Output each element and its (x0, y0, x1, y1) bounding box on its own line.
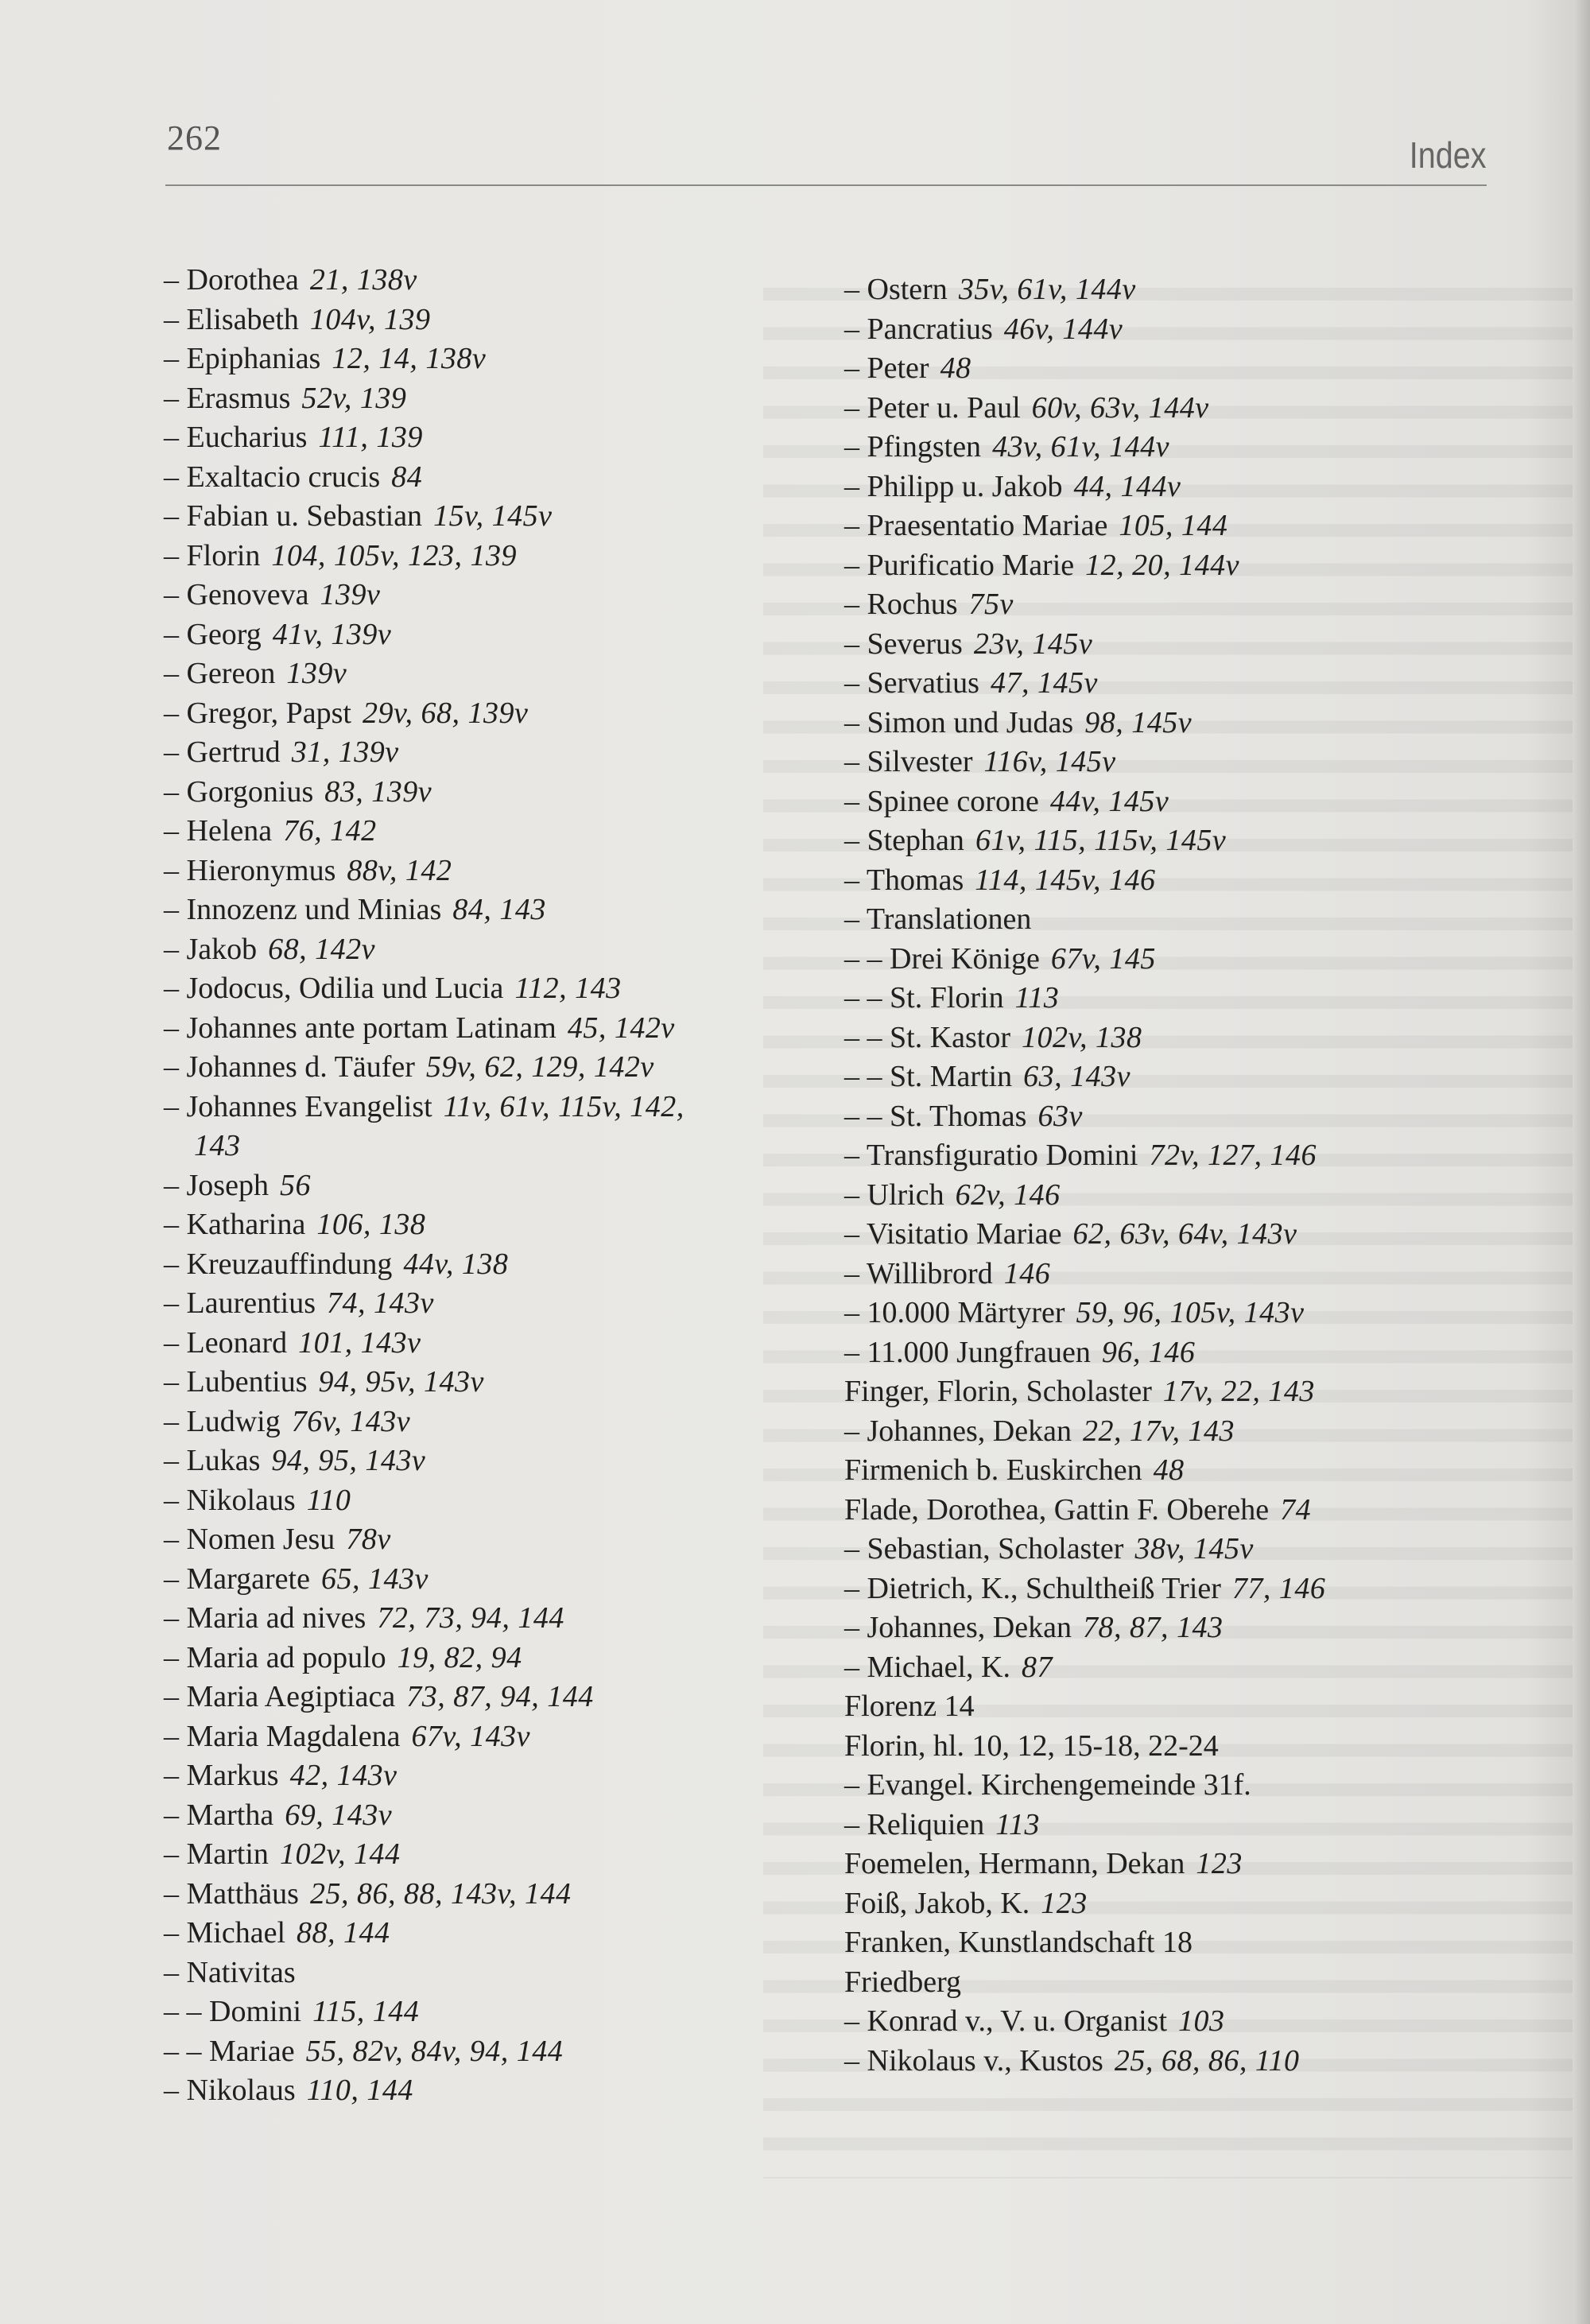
index-entry (844, 1766, 1496, 1806)
index-entry (164, 1363, 824, 1403)
entry-page-refs: 139v (286, 657, 347, 690)
entry-label: – Visitatio Mariae (844, 1217, 1062, 1251)
entry-label: – Silvester (844, 745, 973, 778)
entry-label: – Pancratius (844, 312, 993, 346)
index-entry (164, 1205, 824, 1245)
entry-page-refs: 67v, 145 (1050, 941, 1156, 976)
entry-page-refs: 111, 139 (318, 421, 423, 454)
entry-label: – Lubentius (164, 1365, 308, 1399)
index-entry (844, 1451, 1496, 1491)
index-entry (164, 576, 824, 615)
index-entry (844, 1294, 1496, 1333)
entry-label: – Matthäus (164, 1876, 299, 1911)
index-entry (164, 654, 824, 694)
entry-label: – Johannes, Dekan (844, 1611, 1072, 1644)
entry-label: – Purificatio Marie (844, 548, 1075, 582)
entry-page-refs: 25, 68, 86, 110 (1114, 2043, 1300, 2078)
index-entry (164, 969, 824, 1009)
index-entry (844, 625, 1496, 665)
index-entry (164, 2071, 824, 2111)
entry-label: – Laurentius (164, 1286, 316, 1320)
index-entry (844, 2042, 1496, 2082)
index-entry (164, 1403, 824, 1442)
index-entry (164, 1835, 824, 1875)
index-entry (164, 379, 824, 419)
index-entry (844, 1963, 1496, 2003)
entry-page-refs: 69, 143v (285, 1798, 393, 1832)
entry-label: – – St. Thomas (844, 1099, 1027, 1133)
index-entry (844, 506, 1496, 546)
entry-label: Franken, Kunstlandschaft 18 (844, 1926, 1192, 1959)
entry-page-refs: 35v, 61v, 144v (958, 273, 1136, 306)
entry-page-refs: 44, 144v (1073, 469, 1181, 503)
index-entry (164, 1796, 824, 1836)
page-spine-shadow (1573, 0, 1590, 2324)
index-entry (164, 1324, 824, 1364)
index-entry (844, 1097, 1496, 1137)
index-entry (844, 1687, 1496, 1727)
entry-label: Florin, hl. 10, 12, 15-18, 22-24 (844, 1728, 1219, 1763)
entry-page-refs: 106, 138 (316, 1208, 426, 1241)
entry-page-refs-continued: 143 (194, 1129, 241, 1162)
index-entry (164, 694, 824, 734)
entry-page-refs: 44v, 145v (1049, 784, 1169, 818)
entry-label: – Elisabeth (164, 302, 299, 336)
index-entry (844, 546, 1496, 586)
entry-label: – Gregor, Papst (164, 696, 351, 730)
entry-label: – Peter (844, 351, 929, 385)
entry-label: – Gorgonius (164, 774, 314, 809)
entry-page-refs: 63, 143v (1023, 1060, 1130, 1093)
index-entry (164, 1520, 824, 1560)
entry-page-refs: 12, 14, 138v (332, 342, 487, 375)
entry-page-refs: 19, 82, 94 (397, 1640, 522, 1674)
entry-label: – Michael (164, 1916, 286, 1950)
entry-page-refs: 47, 145v (990, 666, 1098, 700)
index-column-left (164, 261, 824, 2111)
index-entry (164, 301, 824, 340)
entry-label: Flade, Dorothea, Gattin F. Oberehe (844, 1492, 1270, 1527)
entry-label: – Simon und Judas (844, 705, 1074, 739)
entry-label: – Dietrich, K., Schultheiß Trier (844, 1571, 1221, 1605)
index-entry (164, 1245, 824, 1285)
entry-label: – Michael, K. (844, 1650, 1010, 1684)
entry-label: – Georg (164, 617, 262, 651)
entry-label: – Jodocus, Odilia und Lucia (164, 972, 504, 1005)
entry-page-refs: 44v, 138 (403, 1247, 509, 1281)
entry-page-refs: 146 (1003, 1256, 1051, 1290)
index-entry (844, 1057, 1496, 1097)
entry-label: – Gertrud (164, 735, 281, 769)
entry-page-refs: 88, 144 (297, 1916, 390, 1950)
index-entry (164, 773, 824, 813)
entry-page-refs: 62v, 146 (955, 1178, 1061, 1212)
entry-page-refs: 17v, 22, 143 (1162, 1375, 1315, 1408)
entry-label: – Maria ad nives (164, 1601, 366, 1635)
index-entry (164, 812, 824, 852)
entry-page-refs: 75v (968, 588, 1014, 621)
index-entry (164, 1639, 824, 1678)
index-entry (164, 1166, 824, 1206)
entry-page-refs: 96, 146 (1101, 1335, 1196, 1369)
entry-label: – – St. Kastor (844, 1020, 1010, 1054)
entry-label: – Johannes Evangelist (164, 1089, 432, 1123)
index-entry (164, 418, 824, 458)
entry-label: – Joseph (164, 1168, 269, 1202)
entry-label: – Hieronymus (164, 853, 336, 887)
entry-label: – Jakob (164, 932, 258, 966)
entry-label: – Maria Magdalena (164, 1719, 401, 1753)
index-entry (844, 2002, 1496, 2042)
entry-label: – – Drei Könige (844, 941, 1040, 976)
index-entry (844, 1727, 1496, 1767)
index-entry (844, 1806, 1496, 1845)
entry-page-refs: 21, 138v (309, 263, 417, 297)
index-entry (844, 1923, 1496, 1963)
index-entry (164, 1678, 824, 1717)
entry-page-refs: 72v, 127, 146 (1149, 1139, 1317, 1172)
entry-label: – 11.000 Jungfrauen (844, 1335, 1091, 1369)
index-entry (844, 1648, 1496, 1688)
entry-label: – Peter u. Paul (844, 390, 1021, 425)
index-entry (844, 428, 1496, 468)
index-entry (164, 1953, 824, 1993)
entry-label: Foemelen, Hermann, Dekan (844, 1847, 1185, 1880)
entry-label: – Johannes ante portam Latinam (164, 1011, 556, 1045)
entry-label: Florenz 14 (844, 1690, 975, 1723)
entry-page-refs: 114, 145v, 146 (975, 863, 1156, 897)
entry-page-refs: 123 (1041, 1886, 1088, 1920)
index-entry (164, 1992, 824, 2032)
index-entry (844, 1884, 1496, 1924)
entry-label: – Spinee corone (844, 784, 1039, 818)
entry-label: – Translationen (844, 902, 1032, 936)
entry-page-refs: 59, 96, 105v, 143v (1076, 1296, 1305, 1329)
entry-label: – Genoveva (164, 578, 309, 611)
entry-page-refs: 139v (320, 578, 381, 611)
entry-label: – Gereon (164, 657, 276, 690)
index-entry (844, 1569, 1496, 1609)
entry-label: Finger, Florin, Scholaster (844, 1375, 1152, 1408)
entry-page-refs: 123 (1196, 1847, 1243, 1880)
entry-label: – Johannes, Dekan (844, 1414, 1072, 1448)
entry-label: – Severus (844, 627, 963, 661)
index-entry (844, 1018, 1496, 1058)
index-entry (844, 940, 1496, 980)
entry-page-refs: 11v, 61v, 115v, 142, (443, 1089, 684, 1123)
index-entry (164, 930, 824, 970)
entry-page-refs: 94, 95v, 143v (318, 1365, 484, 1399)
entry-page-refs: 62, 63v, 64v, 143v (1072, 1217, 1297, 1251)
entry-label: – Nikolaus (164, 2074, 296, 2107)
entry-label: – 10.000 Märtyrer (844, 1296, 1065, 1329)
entry-page-refs: 25, 86, 88, 143v, 144 (309, 1876, 572, 1911)
entry-label: – Praesentatio Mariae (844, 509, 1108, 542)
index-entry (164, 852, 824, 891)
index-entry (844, 1176, 1496, 1216)
index-entry (844, 310, 1496, 350)
index-entry (844, 1333, 1496, 1373)
entry-label: – Helena (164, 814, 273, 848)
entry-label: – Nikolaus (164, 1483, 296, 1517)
index-entry (844, 1608, 1496, 1648)
index-entry (164, 1088, 824, 1127)
entry-label: – Ulrich (844, 1178, 944, 1212)
index-entry (844, 1255, 1496, 1294)
entry-label: Firmenich b. Euskirchen (844, 1453, 1142, 1487)
index-entry (164, 2032, 824, 2072)
entry-page-refs: 78v (346, 1523, 391, 1556)
index-entry (164, 1009, 824, 1049)
entry-page-refs: 76, 142 (283, 814, 377, 848)
index-entry (844, 782, 1496, 822)
entry-page-refs: 48 (940, 351, 971, 385)
entry-page-refs: 113 (995, 1807, 1040, 1841)
entry-page-refs: 83, 139v (324, 774, 432, 809)
entry-label: – Leonard (164, 1325, 288, 1360)
entry-label: – Reliquien (844, 1807, 985, 1841)
entry-page-refs: 113 (1014, 981, 1060, 1015)
entry-page-refs: 102v, 144 (279, 1837, 401, 1871)
entry-page-refs: 76v, 143v (291, 1404, 411, 1438)
entry-page-refs: 55, 82v, 84v, 94, 144 (305, 2034, 564, 2068)
entry-page-refs: 103 (1178, 2004, 1225, 2038)
entry-label: – Nativitas (164, 1955, 296, 1989)
entry-page-refs: 15v, 145v (433, 499, 553, 533)
entry-page-refs: 112, 143 (514, 972, 622, 1005)
entry-page-refs: 38v, 145v (1134, 1532, 1254, 1565)
entry-label: – Konrad v., V. u. Organist (844, 2004, 1168, 2038)
entry-page-refs: 56 (279, 1168, 311, 1202)
entry-label: – – St. Florin (844, 981, 1004, 1015)
index-entry (164, 339, 824, 379)
entry-label: – Martin (164, 1837, 269, 1871)
entry-label: – Eucharius (164, 421, 308, 454)
index-entry (164, 458, 824, 498)
entry-label: – – Domini (164, 1995, 302, 2028)
entry-page-refs: 73, 87, 94, 144 (406, 1680, 594, 1713)
index-entry (164, 1756, 824, 1796)
index-entry (164, 1560, 824, 1600)
entry-page-refs: 48 (1153, 1453, 1185, 1487)
index-column-right (844, 270, 1496, 2081)
index-entry (164, 890, 824, 930)
entry-page-refs: 43v, 61v, 144v (992, 430, 1170, 464)
entry-page-refs: 12, 20, 144v (1085, 548, 1240, 582)
index-entry (844, 900, 1496, 940)
entry-page-refs: 98, 145v (1084, 705, 1192, 739)
entry-label: – Evangel. Kirchengemeinde 31f. (844, 1768, 1251, 1802)
index-entry (844, 1412, 1496, 1452)
entry-label: – Ludwig (164, 1404, 281, 1438)
index-entry (844, 743, 1496, 782)
entry-page-refs: 102v, 138 (1022, 1020, 1142, 1054)
entry-label: – Florin (164, 538, 261, 572)
index-entry (844, 1136, 1496, 1176)
entry-page-refs: 77, 146 (1231, 1571, 1326, 1605)
entry-label: – Willibrord (844, 1256, 993, 1290)
entry-page-refs: 41v, 139v (272, 617, 392, 651)
header-rule (165, 184, 1487, 186)
entry-label: – Lukas (164, 1444, 261, 1477)
entry-label: – Innozenz und Minias (164, 893, 442, 926)
index-entry (844, 704, 1496, 743)
entry-label: – Transfiguratio Domini (844, 1139, 1138, 1172)
entry-label: – Servatius (844, 666, 979, 700)
entry-page-refs: 42, 143v (289, 1759, 398, 1792)
index-entry (844, 1372, 1496, 1412)
entry-label: – Martha (164, 1798, 274, 1832)
entry-page-refs: 105, 144 (1119, 509, 1228, 542)
index-entry (164, 1481, 824, 1521)
entry-page-refs: 104v, 139 (309, 302, 431, 336)
entry-label: – Rochus (844, 588, 958, 621)
entry-label: – Thomas (844, 863, 964, 897)
entry-page-refs: 84 (391, 460, 423, 494)
entry-label: – Maria Aegiptiaca (164, 1680, 396, 1713)
index-entry (844, 349, 1496, 389)
entry-page-refs: 110, 144 (306, 2074, 413, 2107)
index-entry (164, 1875, 824, 1915)
entry-page-refs: 78, 87, 143 (1082, 1611, 1224, 1644)
index-entry (844, 585, 1496, 625)
entry-label: – Nomen Jesu (164, 1523, 335, 1556)
entry-page-refs: 45, 142v (567, 1011, 675, 1045)
entry-label: – Nikolaus v., Kustos (844, 2043, 1103, 2078)
entry-label: Friedberg (844, 1965, 962, 1999)
entry-label: – Sebastian, Scholaster (844, 1532, 1124, 1565)
entry-label: – Stephan (844, 824, 964, 857)
entry-label: – Johannes d. Täufer (164, 1050, 415, 1084)
section-title: Index (1410, 134, 1487, 176)
entry-label: – Fabian u. Sebastian (164, 499, 423, 533)
index-entry (164, 497, 824, 537)
entry-page-refs: 101, 143v (298, 1325, 421, 1360)
entry-page-refs: 115, 144 (312, 1995, 420, 2028)
entry-page-refs: 31, 139v (291, 735, 399, 769)
entry-label: – Kreuzauffindung (164, 1247, 393, 1281)
index-entry (844, 861, 1496, 901)
index-entry (844, 664, 1496, 704)
entry-label: – – Mariae (164, 2034, 295, 2068)
entry-page-refs: 29v, 68, 139v (362, 696, 529, 730)
index-entry (164, 1717, 824, 1757)
entry-page-refs: 104, 105v, 123, 139 (271, 538, 517, 572)
index-entry (844, 1215, 1496, 1255)
index-entry (844, 1845, 1496, 1884)
index-entry (164, 1599, 824, 1639)
index-entry (844, 389, 1496, 429)
index-entry (164, 1441, 824, 1481)
entry-page-refs: 68, 142v (268, 932, 376, 966)
entry-page-refs: 22, 17v, 143 (1082, 1414, 1235, 1448)
entry-label: – Philipp u. Jakob (844, 469, 1063, 503)
entry-page-refs: 110 (306, 1483, 351, 1517)
index-entry (844, 1530, 1496, 1569)
index-entry (164, 1914, 824, 1953)
entry-label: – Pfingsten (844, 430, 982, 464)
index-entry (164, 733, 824, 773)
entry-page-refs: 61v, 115, 115v, 145v (975, 824, 1227, 857)
entry-page-refs: 46v, 144v (1003, 312, 1123, 346)
entry-page-refs: 94, 95, 143v (271, 1444, 426, 1477)
page-number: 262 (167, 118, 222, 157)
entry-page-refs: 84, 143 (452, 893, 546, 926)
index-entry (844, 979, 1496, 1018)
entry-label: – Erasmus (164, 381, 291, 415)
index-entry (844, 468, 1496, 507)
index-entry (164, 1284, 824, 1324)
entry-label: – Ostern (844, 273, 948, 306)
index-entry (844, 1491, 1496, 1531)
entry-label: – – St. Martin (844, 1060, 1013, 1093)
entry-page-refs: 116v, 145v (983, 745, 1116, 778)
entry-label: – Maria ad populo (164, 1640, 386, 1674)
entry-label: – Markus (164, 1759, 279, 1792)
entry-label: – Epiphanias (164, 342, 321, 375)
entry-page-refs: 63v (1037, 1099, 1083, 1133)
index-entry (164, 615, 824, 655)
index-entry (844, 821, 1496, 861)
entry-page-refs: 74 (1280, 1492, 1312, 1527)
entry-page-refs: 65, 143v (320, 1562, 429, 1596)
entry-label: – Dorothea (164, 263, 299, 297)
entry-page-refs: 88v, 142 (347, 853, 452, 887)
index-entry (844, 270, 1496, 310)
entry-page-refs: 72, 73, 94, 144 (377, 1601, 564, 1635)
index-entry (164, 537, 824, 576)
entry-page-refs: 23v, 145v (973, 627, 1093, 661)
page-header (165, 111, 1487, 188)
entry-label: – Exaltacio crucis (164, 460, 381, 494)
entry-label: – Margarete (164, 1562, 310, 1596)
entry-label: Foiß, Jakob, K. (844, 1886, 1030, 1920)
entry-page-refs: 87 (1021, 1650, 1053, 1684)
entry-page-refs: 60v, 63v, 144v (1031, 390, 1209, 425)
entry-page-refs: 52v, 139 (301, 381, 407, 415)
entry-label: – Katharina (164, 1208, 306, 1241)
entry-page-refs: 67v, 143v (411, 1719, 530, 1753)
entry-page-refs: 59v, 62, 129, 142v (425, 1050, 654, 1084)
index-entry (164, 261, 824, 301)
index-entry (164, 1048, 824, 1088)
entry-page-refs: 74, 143v (327, 1286, 434, 1320)
